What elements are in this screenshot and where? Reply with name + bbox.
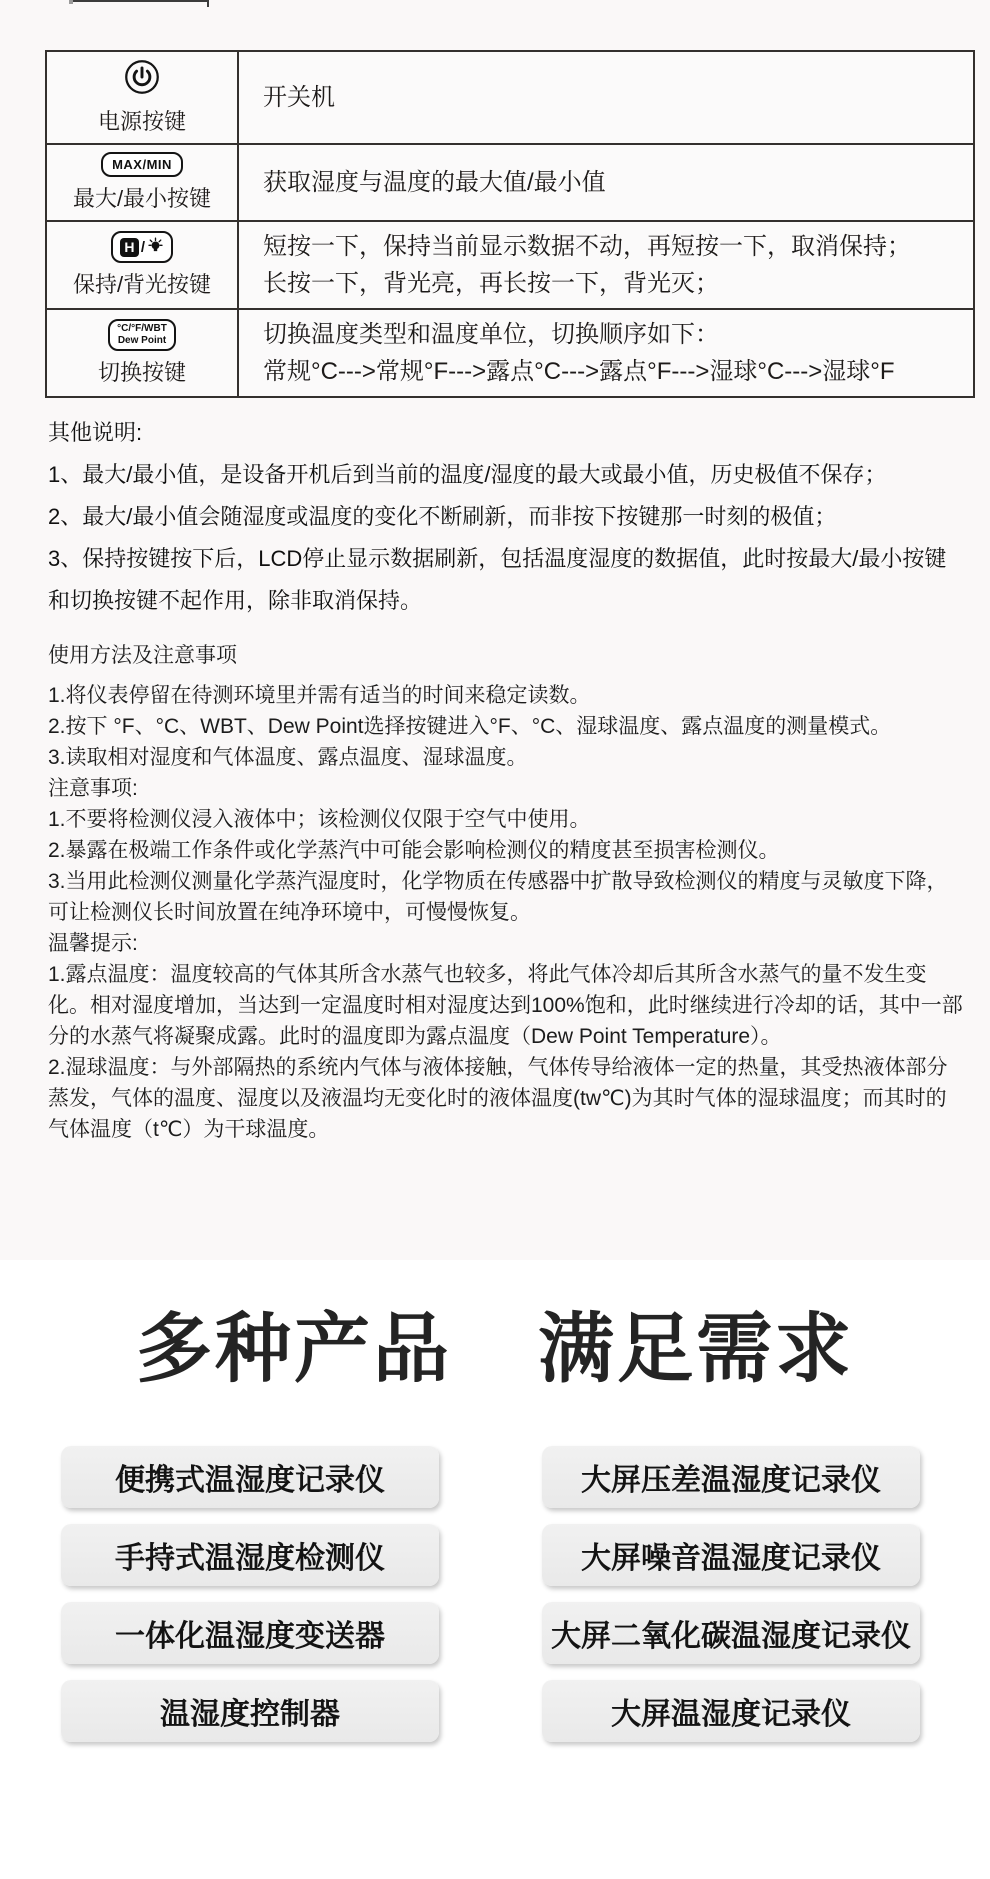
caution-item: 1.不要将检测仪浸入液体中；该检测仪仅限于空气中使用。 [48, 808, 591, 831]
switch-icon-line2: Dew Point [117, 335, 167, 346]
tip-item: 1.露点温度：温度较高的气体其所含水蒸气也较多，将此气体冷却后其所含水蒸气的量不发生变化。相对湿度增加，当达到一定温度时相对湿度达到100%饱和，此时继续进行冷却的话，其中一部分的水蒸气将凝聚成露。此时的温度即为露点温度（Dew Point Temperature）。 [48, 963, 963, 1048]
tips-heading: 温馨提示: [48, 932, 138, 955]
power-button-cell [47, 52, 239, 143]
tip-item: 2.湿球温度：与外部隔热的系统内气体与液体接触，气体传导给液体一定的热量，其受热液体部分蒸发，气体的温度、湿度以及液温均无变化时的液体温度(tw℃)为其时气体的湿球温度；而其时的气体温度（t℃）为干球温度。 [48, 1056, 948, 1141]
power-button-label: 电源按键 [97, 109, 186, 134]
switch-button-description: 切换温度类型和温度单位，切换顺序如下： 常规°C--->常规°F--->露点°C--->露点°F--->湿球°C--->湿球°F [263, 321, 895, 385]
product-button-bigscreen-logger[interactable]: 大屏温湿度记录仪 [542, 1680, 920, 1742]
products-title [0, 1307, 990, 1392]
product-button-humidity-controller[interactable]: 温湿度控制器 [61, 1680, 439, 1742]
maxmin-button-label: 最大/最小按键 [72, 186, 212, 211]
table-row-switch [47, 308, 973, 396]
products-section [0, 1260, 990, 1842]
other-notes-heading: 其他说明: [48, 420, 143, 445]
other-notes-item: 1、最大/最小值，是设备开机后到当前的温度/湿度的最大或最小值，历史极值不保存； [48, 462, 887, 487]
caution-item: 3.当用此检测仪测量化学蒸汽湿度时，化学物质在传感器中扩散导致检测仪的精度与灵敏度下降，可让检测仪长时间放置在纯净环境中，可慢慢恢复。 [48, 870, 948, 924]
products-title-left: 多种产品 [136, 1307, 452, 1392]
hold-backlight-button-icon [111, 231, 173, 263]
product-button-handheld-detector[interactable]: 手持式温湿度检测仪 [61, 1524, 439, 1586]
product-button-bigscreen-co2-logger[interactable]: 大屏二氧化碳温湿度记录仪 [542, 1602, 920, 1664]
previous-table-remnant-border [73, 0, 209, 2]
power-icon [124, 59, 160, 100]
device-buttons-table [45, 50, 975, 398]
other-notes [48, 412, 958, 622]
maxmin-button-cell [47, 145, 239, 220]
product-button-bigscreen-noise-logger[interactable]: 大屏噪音温湿度记录仪 [542, 1524, 920, 1586]
product-button-portable-logger[interactable]: 便携式温湿度记录仪 [61, 1446, 439, 1508]
usage-section [48, 640, 964, 1145]
usage-step: 3.读取相对湿度和气体温度、露点温度、湿球温度。 [48, 746, 528, 769]
slash-glyph: / [140, 238, 146, 256]
products-title-right: 满足需求 [538, 1307, 854, 1392]
usage-step: 2.按下 °F、°C、WBT、Dew Point选择按键进入°F、°C、湿球温度、露点温度的测量模式。 [48, 715, 892, 738]
hold-button-cell [47, 222, 239, 308]
backlight-bulb-icon [147, 236, 164, 258]
cautions-heading: 注意事项: [48, 777, 138, 800]
table-row-hold-backlight [47, 220, 973, 308]
switch-button-label: 切换按键 [97, 360, 186, 385]
switch-button-icon [108, 319, 176, 351]
table-row-maxmin [47, 143, 973, 220]
switch-icon-line1: °C/°F/WBT [117, 323, 167, 334]
other-notes-item: 2、最大/最小值会随湿度或温度的变化不断刷新，而非按下按键那一时刻的极值； [48, 504, 837, 529]
usage-step: 1.将仪表停留在待测环境里并需有适当的时间来稳定读数。 [48, 684, 591, 707]
maxmin-button-description: 获取湿度与温度的最大值/最小值 [263, 169, 606, 196]
table-row-power [47, 52, 973, 143]
product-button-integrated-transmitter[interactable]: 一体化温湿度变送器 [61, 1602, 439, 1664]
power-button-description: 开关机 [263, 84, 335, 111]
other-notes-item: 3、保持按键按下后，LCD停止显示数据刷新，包括温度湿度的数据值，此时按最大/最小按键和切换按键不起作用，除非取消保持。 [48, 546, 947, 613]
product-grid [61, 1446, 990, 1742]
previous-table-remnant-divider [207, 0, 209, 7]
hold-h-glyph: H [120, 238, 139, 257]
usage-heading: 使用方法及注意事项 [48, 644, 237, 667]
hold-button-label: 保持/背光按键 [72, 272, 212, 297]
product-button-bigscreen-pressure-logger[interactable]: 大屏压差温湿度记录仪 [542, 1446, 920, 1508]
max-min-button-icon: MAX/MIN [101, 152, 183, 177]
hold-button-description: 短按一下，保持当前显示数据不动，再短按一下，取消保持； 长按一下，背光亮，再长按一下，背光灭； [263, 233, 911, 297]
caution-item: 2.暴露在极端工作条件或化学蒸汽中可能会影响检测仪的精度甚至损害检测仪。 [48, 839, 780, 862]
switch-button-cell [47, 310, 239, 396]
